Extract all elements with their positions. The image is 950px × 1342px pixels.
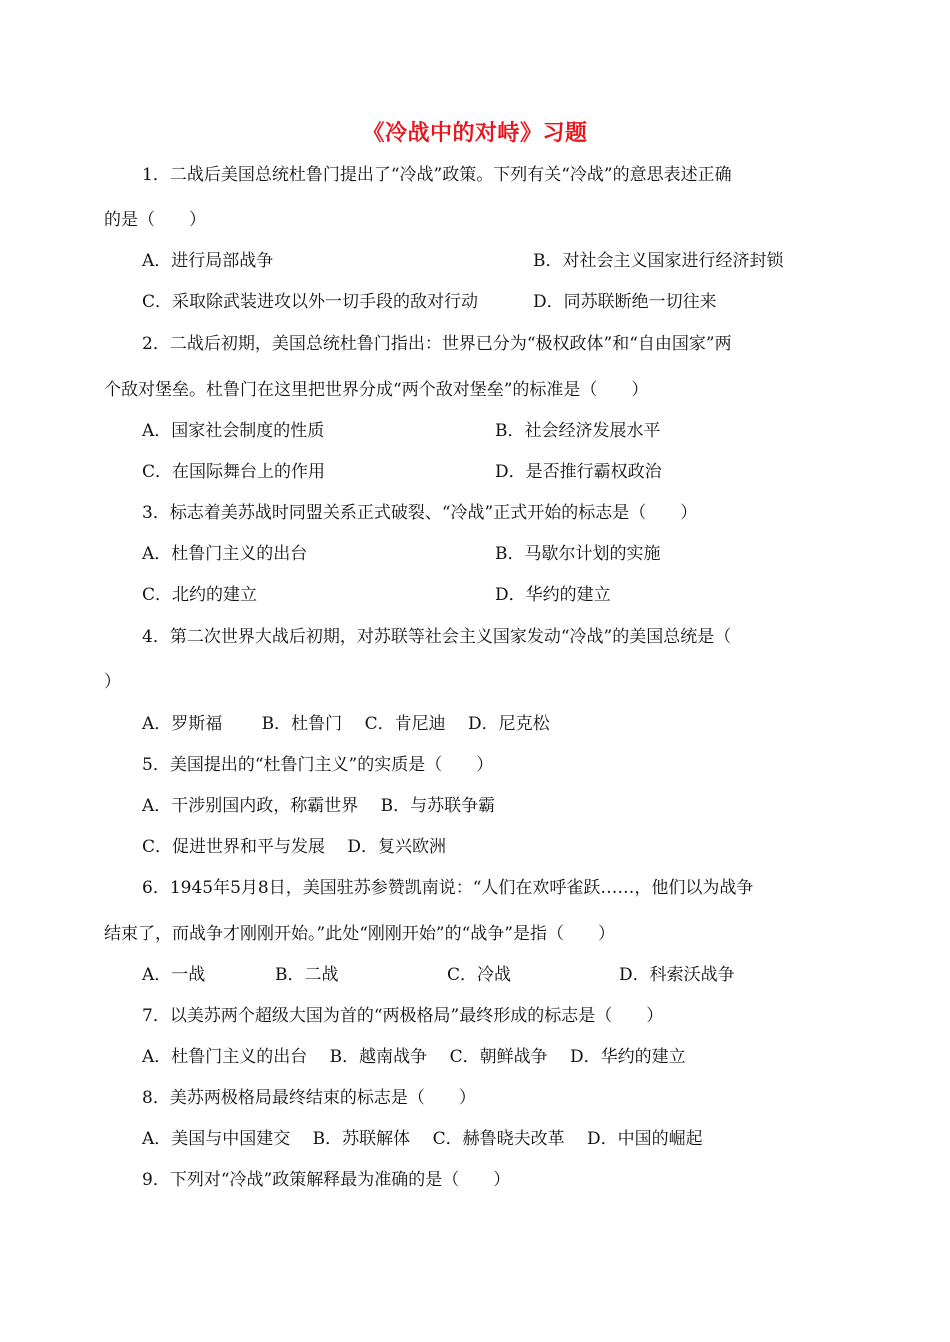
q1-option-b: B．对社会主义国家进行经济封锁 — [533, 251, 784, 271]
page-title: 《冷战中的对峙》习题 — [362, 121, 588, 146]
q1-option-a: A．进行局部战争 — [142, 251, 274, 271]
q2-stem-line1: 2．二战后初期，美国总统杜鲁门指出：世界已分为“极权政体”和“自由国家”两 — [142, 334, 732, 354]
q2-option-a: A．国家社会制度的性质 — [142, 421, 325, 441]
q8-options: A．美国与中国建交 B．苏联解体 C．赫鲁晓夫改革 D．中国的崛起 — [142, 1129, 703, 1149]
q1-option-d: D．同苏联断绝一切往来 — [533, 292, 717, 312]
q9-stem: 9．下列对“冷战”政策解释最为准确的是（ ） — [142, 1170, 511, 1190]
q2-option-d: D．是否推行霸权政治 — [495, 462, 662, 482]
q2-option-c: C．在国际舞台上的作用 — [142, 462, 326, 482]
q5-options-ab: A．干涉别国内政，称霸世界 B．与苏联争霸 — [142, 796, 496, 816]
q6-option-b: B．二战 — [275, 965, 339, 985]
q6-option-d: D．科索沃战争 — [619, 965, 735, 985]
q3-option-c: C．北约的建立 — [142, 585, 258, 605]
q7-stem: 7．以美苏两个超级大国为首的“两极格局”最终形成的标志是（ ） — [142, 1006, 664, 1026]
q3-option-d: D．华约的建立 — [495, 585, 611, 605]
q3-stem: 3．标志着美苏战时同盟关系正式破裂、“冷战”正式开始的标志是（ ） — [142, 503, 698, 523]
q2-stem-line2: 个敌对堡垒。杜鲁门在这里把世界分成“两个敌对堡垒”的标准是（ ） — [104, 380, 649, 400]
q6-option-a: A．一战 — [142, 965, 206, 985]
q1-option-c: C．采取除武装进攻以外一切手段的敌对行动 — [142, 292, 479, 312]
q2-option-b: B．社会经济发展水平 — [495, 421, 661, 441]
q1-stem-line1: 1．二战后美国总统杜鲁门提出了“冷战”政策。下列有关“冷战”的意思表述正确 — [142, 165, 732, 185]
q4-stem-line1: 4．第二次世界大战后初期，对苏联等社会主义国家发动“冷战”的美国总统是（ — [142, 627, 732, 647]
q5-stem: 5．美国提出的“杜鲁门主义”的实质是（ ） — [142, 755, 494, 775]
q4-options: A．罗斯福 B．杜鲁门 C．肯尼迪 D．尼克松 — [142, 714, 550, 734]
q6-stem-line2: 结束了，而战争才刚刚开始。”此处“刚刚开始”的“战争”是指（ ） — [104, 924, 615, 944]
q5-options-cd: C．促进世界和平与发展 D．复兴欧洲 — [142, 837, 447, 857]
q6-option-c: C．冷战 — [447, 965, 512, 985]
q1-stem-line2: 的是（ ） — [104, 210, 206, 230]
q8-stem: 8．美苏两极格局最终结束的标志是（ ） — [142, 1088, 476, 1108]
q4-stem-line2: ） — [104, 672, 121, 692]
q3-option-a: A．杜鲁门主义的出台 — [142, 544, 308, 564]
q3-option-b: B．马歇尔计划的实施 — [495, 544, 661, 564]
q6-stem-line1: 6．1945年5月8日，美国驻苏参赞凯南说：“人们在欢呼雀跃……，他们以为战争 — [142, 878, 754, 898]
q7-options: A．杜鲁门主义的出台 B．越南战争 C．朝鲜战争 D．华约的建立 — [142, 1047, 686, 1067]
